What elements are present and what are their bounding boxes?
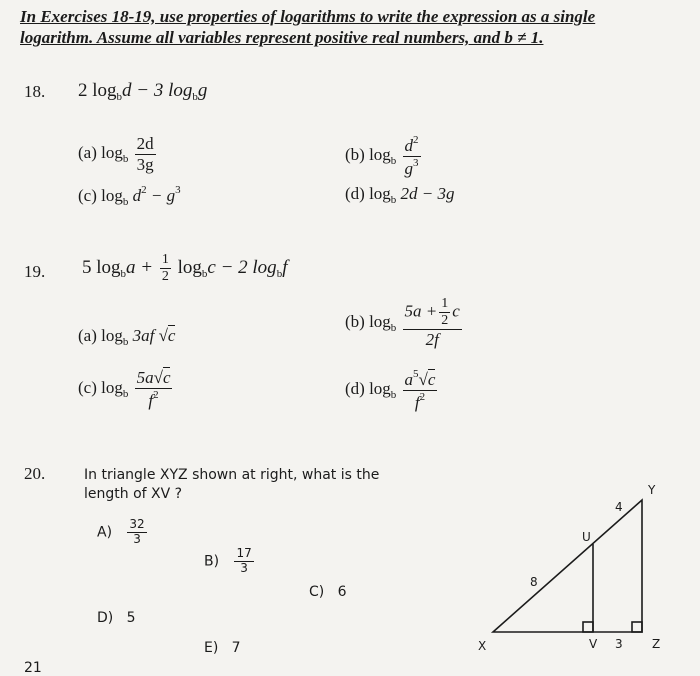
q20-option-e[interactable]: E) 7 [204,640,241,656]
question-19-expression: 5 $\log_ba$ + $\frac{1}{2}$ $\log_bc - 2$ $\log_bf$ [82,252,288,285]
vertex-x-label: X [478,639,487,653]
q19-option-c[interactable]: (c) $\log_b$ $\frac{5a√c}{f^2}$ [78,368,171,410]
vertex-u-label: U [582,530,591,544]
q18-option-b[interactable]: (b) $\log_b$ $\frac{d^2}{g^3}$ [345,134,419,178]
q20-option-d[interactable]: D) 5 [97,610,136,626]
length-vz-label: 3 [615,637,623,651]
vertex-y-label: Y [648,483,656,497]
right-angle-marker-v [583,622,593,632]
q18-option-d[interactable]: (d) $\log_b 2d - 3g$ [345,184,455,206]
q19-option-a[interactable]: (a) $\log_b 3af$ √c [78,326,176,348]
instructions-line-1: In Exercises 18-19, use properties of logarithms to write the expression as a single [20,7,596,26]
q20-option-a[interactable]: A) $\frac{32}{3}$ [97,517,145,546]
question-20-text-line-1: In triangle XYZ shown at right, what is the [84,467,380,483]
question-18-number: 18. [24,82,46,101]
question-21-number-partial: 21 [24,660,42,676]
length-xu-label: 8 [530,575,538,589]
triangle-xyz-figure [460,478,690,656]
instructions-line-2: logarithm. Assume all variables represent positive real numbers, and b ≠ 1. [20,28,544,47]
triangle-xyz [493,500,642,632]
q19-option-d[interactable]: (d) $\log_b$ $\frac{a^5√c}{f^2}$ [345,368,436,412]
length-uy-label: 4 [615,500,623,514]
q18-option-c[interactable]: (c) $\log_b d^2 - g^3$ [78,184,181,208]
question-20-number: 20. [24,464,46,483]
q20-option-b[interactable]: B) $\frac{17}{3}$ [204,546,252,575]
vertex-z-label: Z [652,637,661,651]
question-20-text-line-2: length of XV ? [84,486,183,502]
q18-option-a[interactable]: (a) $\log_b$ $\frac{2d}{3g}$ [78,134,154,174]
vertex-v-label: V [589,637,598,651]
q20-option-c[interactable]: C) 6 [309,584,347,600]
right-angle-marker-z [632,622,642,632]
question-18-expression: 2 $\log_bd - 3$ $\log_bg$ [78,80,208,103]
q19-option-b[interactable]: (b) $\log_b$ 5a + $\frac{1}{2}$ c 2f [345,296,460,350]
question-19-number: 19. [24,262,46,281]
